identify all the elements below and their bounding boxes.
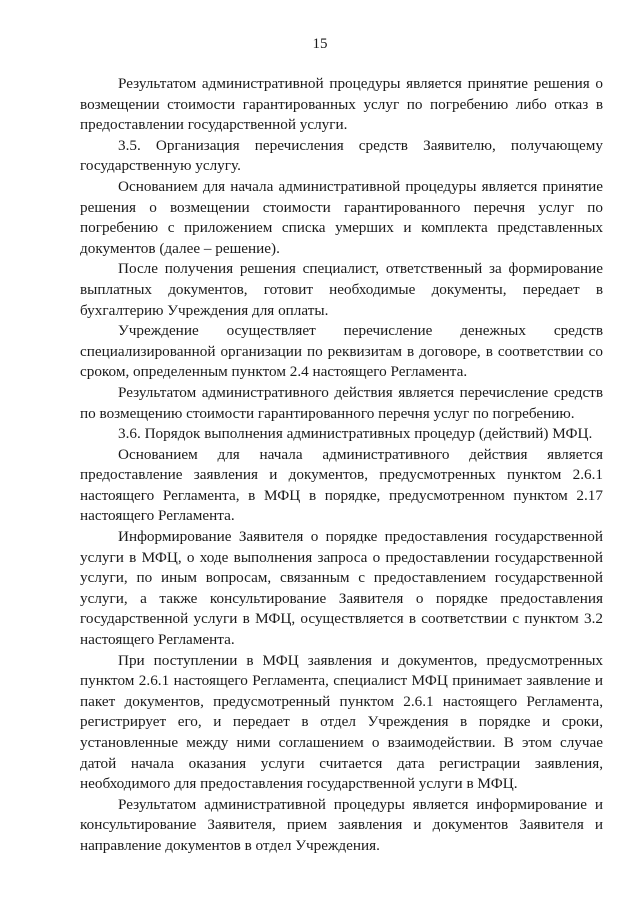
- paragraph: Информирование Заявителя о порядке предоставления государственной услуги в МФЦ, о ходе выполнения запроса о предоставлении государственной услуги, по иным вопросам, связанным с предоставлением государственной услуги, а также консультирование Заявителя о порядке предоставления государственной услуги в МФЦ, осуществляется в соответствии с пунктом 3.2 настоящего Регламента.: [80, 528, 603, 649]
- paragraph: После получения решения специалист, ответственный за формирование выплатных документов, готовит необходимые документы, передает в бухгалтерию Учреждения для оплаты.: [80, 260, 603, 319]
- paragraph: 3.5. Организация перечисления средств Заявителю, получающему государственную услугу.: [80, 136, 603, 175]
- paragraph: Учреждение осуществляет перечисление денежных средств специализированной организации по реквизитам в договоре, в соответствии со сроком, определенным пунктом 2.4 настоящего Регламента.: [80, 322, 603, 381]
- document-body: [80, 74, 603, 857]
- paragraph: Основанием для начала административной процедуры является принятие решения о возмещении стоимости гарантированного перечня услуг по погребению с приложением списка умерших и комплекта представленных документов (далее – решение).: [80, 177, 603, 257]
- paragraph: При поступлении в МФЦ заявления и документов, предусмотренных пунктом 2.6.1 настоящего Регламента, специалист МФЦ принимает заявление и пакет документов, предусмотренный пунктом 2.6.1 настоящего Регламента, регистрирует его, и передает в отдел Учреждения в порядке и сроки, установленные между ними соглашением о взаимодействии. В этом случае датой начала оказания услуги считается дата регистрации заявления, необходимого для предоставления государственной услуги в МФЦ.: [80, 651, 603, 793]
- page-number: 15: [312, 36, 328, 52]
- paragraph: Результатом административной процедуры является принятие решения о возмещении стоимости гарантированных услуг по погребению либо отказ в предоставлении государственной услуги.: [80, 75, 603, 134]
- paragraph: Результатом административной процедуры является информирование и консультирование Заявителя, прием заявления и документов Заявителя и направление документов в отдел Учреждения.: [80, 795, 603, 854]
- paragraph: 3.6. Порядок выполнения административных процедур (действий) МФЦ.: [118, 425, 593, 443]
- paragraph: Основанием для начала административного действия является предоставление заявления и документов, предусмотренных пунктом 2.6.1 настоящего Регламента, в МФЦ в порядке, предусмотренном пунктом 2.17 настоящего Регламента.: [80, 445, 603, 525]
- paragraph: Результатом административного действия является перечисление средств по возмещению стоимости гарантированного перечня услуг по погребению.: [80, 383, 603, 422]
